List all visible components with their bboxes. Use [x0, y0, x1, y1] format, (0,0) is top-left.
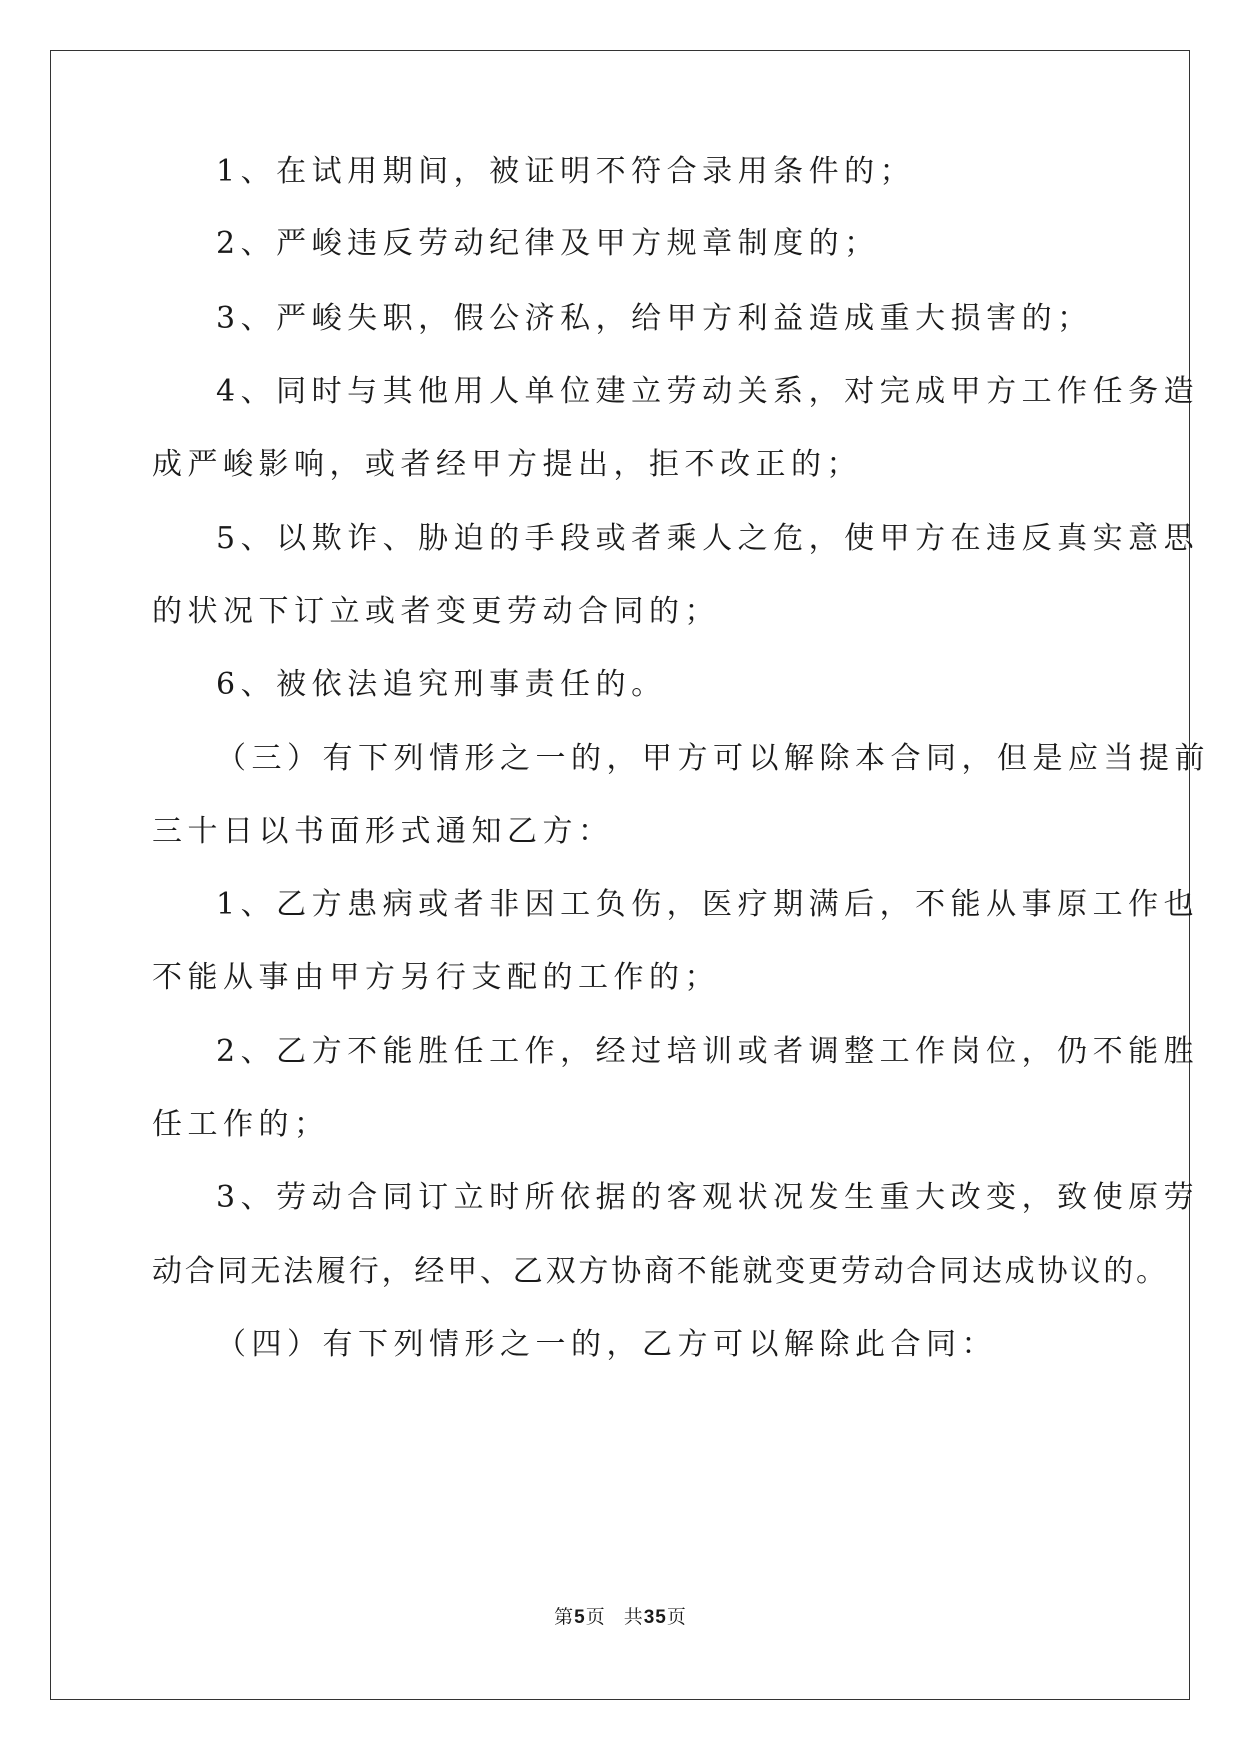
paragraph-line: 三十日以书面形式通知乙方：	[152, 814, 614, 849]
footer-page-number: 5	[574, 1607, 586, 1628]
paragraph-line: 的状况下订立或者变更劳动合同的；	[152, 594, 720, 629]
paragraph-line: 2、乙方不能胜任工作，经过培训或者调整工作岗位，仍不能胜	[216, 1034, 1200, 1069]
paragraph-line: 3、严峻失职，假公济私，给甲方利益造成重大损害的；	[216, 301, 1093, 336]
paragraph-line: 2、严峻违反劳动纪律及甲方规章制度的；	[216, 226, 880, 261]
paragraph-line: 4、同时与其他用人单位建立劳动关系，对完成甲方工作任务造	[216, 374, 1200, 409]
footer-total-pages: 35	[643, 1607, 667, 1628]
paragraph-line: （四）有下列情形之一的，乙方可以解除此合同：	[216, 1327, 997, 1362]
paragraph-line: 任工作的；	[152, 1107, 330, 1142]
paragraph-line: 6、被依法追究刑事责任的。	[216, 667, 667, 702]
paragraph-line: （三）有下列情形之一的，甲方可以解除本合同，但是应当提前	[216, 741, 1210, 776]
paragraph-line: 不能从事由甲方另行支配的工作的；	[152, 960, 720, 995]
footer-page-suffix: 页	[585, 1607, 606, 1628]
footer-page-prefix: 第	[554, 1607, 575, 1628]
footer-total-prefix: 共	[623, 1607, 644, 1628]
page-footer	[0, 1602, 1241, 1629]
page-border	[50, 50, 1190, 1700]
footer-total-suffix: 页	[666, 1607, 687, 1628]
paragraph-line: 成严峻影响，或者经甲方提出，拒不改正的；	[152, 447, 862, 482]
paragraph-line: 动合同无法履行，经甲、乙双方协商不能就变更劳动合同达成协议的。	[152, 1254, 1169, 1289]
paragraph-line: 5、以欺诈、胁迫的手段或者乘人之危，使甲方在违反真实意思	[216, 521, 1200, 556]
paragraph-line: 3、劳动合同订立时所依据的客观状况发生重大改变，致使原劳	[216, 1180, 1200, 1215]
paragraph-line: 1、在试用期间，被证明不符合录用条件的；	[216, 154, 916, 189]
paragraph-line: 1、乙方患病或者非因工负伤，医疗期满后，不能从事原工作也	[216, 887, 1200, 922]
